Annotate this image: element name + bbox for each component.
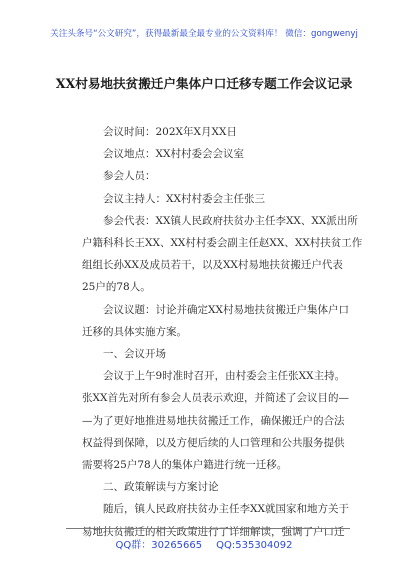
footer-divider — [66, 528, 350, 529]
meeting-time-line: 会议时间：202X年X月XX日 — [103, 126, 237, 138]
paragraph-line: 易地扶贫搬迁的相关政策进行了详细解读，强调了户口迁 — [82, 525, 345, 538]
header-banner: 关注头条号“公文研究”，获得最新最全最专业的公文资料库！ 微信：gongwenyj — [50, 29, 358, 39]
paragraph-line: 迁移的具体实施方案。 — [82, 325, 187, 338]
paragraph-line: 参会代表：XX镇人民政府扶贫办主任李XX、XX派出所 — [103, 214, 358, 227]
paragraph-line: 张XX首先对所有参会人员表示欢迎，并简述了会议目的— — [82, 392, 349, 405]
paragraph-line: 会议议题：讨论并确定XX村易地扶贫搬迁户集体户口 — [103, 303, 349, 316]
paragraph-line: 权益得到保障，以及方便后续的人口管理和公共服务提供 — [82, 436, 345, 449]
paragraph-line: 25户的78人。 — [82, 281, 151, 294]
paragraph-line: 组组长孙XX及成员若干，以及XX村易地扶贫搬迁户代表 — [82, 259, 343, 272]
qq-group-text: QQ群：30265665 — [115, 540, 203, 551]
paragraph-line: 随后，镇人民政府扶贫办主任李XX就国家和地方关于 — [103, 503, 349, 516]
attendees-line: 参会人员： — [103, 170, 156, 183]
paragraph-line: 户籍科科长王XX、XX村村委会副主任赵XX、XX村扶贫工作 — [82, 237, 363, 250]
document-title: XX村易地扶贫搬迁户集体户口迁移专题工作会议记录 — [55, 76, 353, 91]
paragraph-line: —为了更好地推进易地扶贫搬迁工作，确保搬迁户的合法 — [82, 414, 345, 427]
paragraph-line: 会议于上午9时准时召开，由村委会主任张XX主持。 — [103, 370, 346, 383]
meeting-location-line: 会议地点：XX村村委会会议室 — [103, 148, 244, 161]
qq-number-text: QQ:535304092 — [216, 540, 293, 551]
section-heading: 一、会议开场 — [103, 348, 166, 361]
host-line: 会议主持人：XX村村委会主任张三 — [103, 192, 265, 205]
section-heading: 二、政策解读与方案讨论 — [103, 481, 219, 494]
paragraph-line: 需要将25户78人的集体户籍进行统一迁移。 — [82, 459, 288, 472]
document-body — [82, 121, 363, 543]
footer-contact — [0, 536, 408, 551]
